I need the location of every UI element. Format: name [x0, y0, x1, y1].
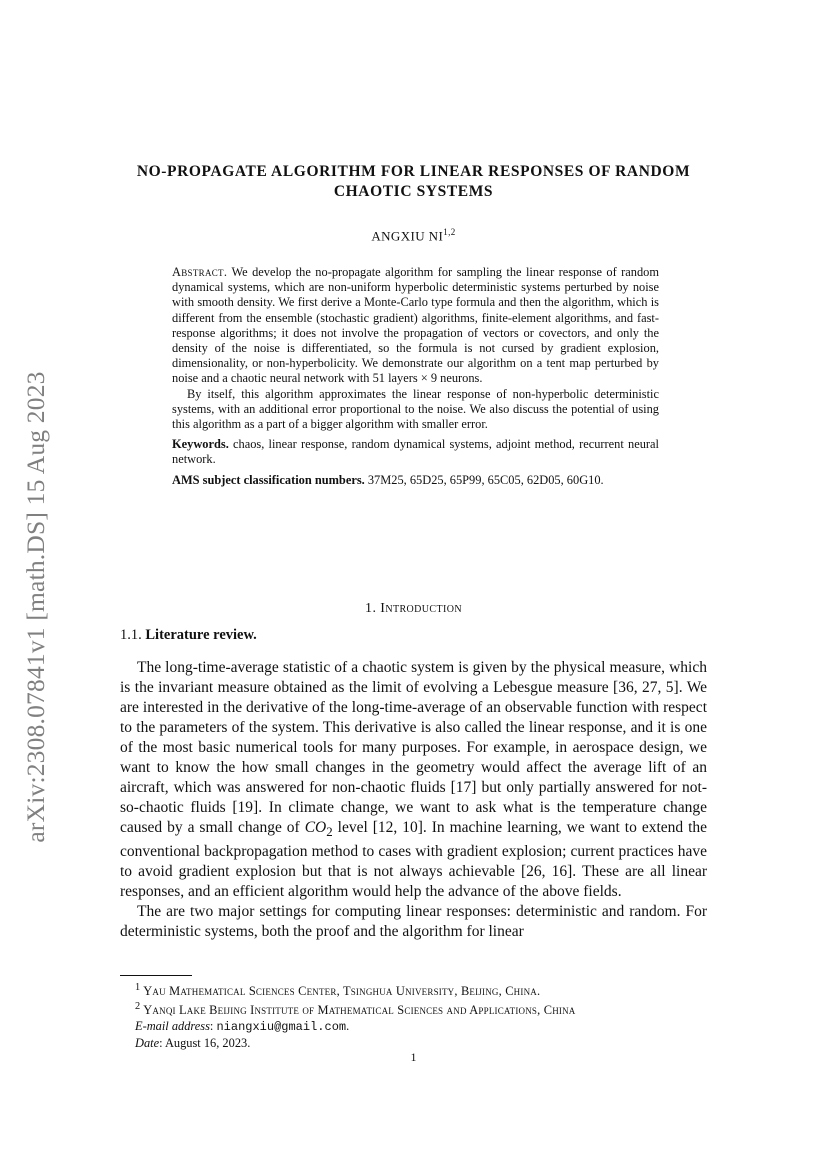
ams-text: 37M25, 65D25, 65P99, 65C05, 62D05, 60G10.	[367, 472, 604, 487]
ams-label: AMS subject classification numbers.	[172, 472, 365, 487]
footnote-1-text: Yau Mathematical Sciences Center, Tsinghua University, Beijing, China.	[143, 984, 541, 999]
ams-classification	[172, 473, 659, 488]
subsection-number: 1.1.	[120, 627, 142, 643]
section-title: Introduction	[380, 601, 462, 616]
section-number: 1.	[365, 601, 377, 616]
footnote-2	[120, 999, 710, 1018]
author-name: ANGXIU NI	[371, 228, 444, 244]
body-text	[120, 658, 707, 942]
email-label: E-mail address	[135, 1019, 210, 1034]
date-value: August 16, 2023.	[164, 1036, 251, 1051]
date-line: Date: August 16, 2023.	[135, 1036, 251, 1051]
body-paragraph-1-part-b: level [12, 10]. In machine learning, we want to extend the conventional backpropagation method to cases with gradient explosion; current practices have to avoid gradient explosion but that is not always achievable [26, 16]. These are all linear responses, and an efficient algorithm would help the advance of the above fields.	[120, 819, 708, 901]
author-line	[120, 227, 707, 244]
footnote-1-mark: 1	[135, 982, 141, 993]
footnotes	[120, 980, 710, 1051]
page-number: 1	[410, 1050, 417, 1064]
keywords-label: Keywords.	[172, 437, 229, 452]
footnote-rule	[120, 975, 192, 976]
paper-title: NO-PROPAGATE ALGORITHM FOR LINEAR RESPONSES OF RANDOM CHAOTIC SYSTEMS	[136, 163, 691, 200]
body-paragraph-1	[120, 658, 707, 902]
subsection-heading	[120, 627, 257, 644]
abstract-paragraph-2: By itself, this algorithm approximates the linear response of non-hyperbolic deterministic systems, with an additional error proportional to the noise. We also discuss the potential of using this algorithm as a part of a bigger algorithm with smaller error.	[172, 386, 659, 432]
subsection-title: Literature review.	[145, 627, 257, 643]
footnote-2-text: Yanqi Lake Beijing Institute of Mathematical Sciences and Applications, China	[143, 1003, 576, 1018]
abstract-text-1: We develop the no-propagate algorithm for sampling the linear response of random dynamical systems, which are non-uniform hyperbolic deterministic systems perturbed by noise with smooth density. We first derive a Monte-Carlo type formula and then the algorithm, which is different from the ensemble (stochastic gradient) algorithms, finite-element algorithms, and fast-response algorithms; it does not involve the propagation of vectors or covectors, and only the density of the noise is differentiated, so the formula is not cursed by gradient explosion, dimensionality, or non-hyperbolicity. We demonstrate our algorithm on a tent map perturbed by noise and a chaotic neural network with 51 layers × 9 neurons.	[172, 265, 659, 386]
arxiv-identifier-stamp	[16, 337, 56, 877]
abstract-paragraph-1	[172, 265, 659, 387]
co2-subscript: 2	[326, 824, 333, 840]
email-address[interactable]: niangxiu@gmail.com	[216, 1020, 347, 1035]
abstract	[172, 265, 659, 488]
body-paragraph-1-part-a: The long-time-average statistic of a chaotic system is given by the physical measure, which is the invariant measure obtained as the limit of evolving a Lebesgue measure [36, 27, 5]. We are interested in the derivative of the long-time-average of an observable function with respect to the parameters of the system. This derivative is also called the linear response, and it is one of the most basic numerical tools for many purposes. For example, in aerospace design, we want to know the how small changes in the geometry would affect the average lift of an aircraft, which was answered for non-chaotic fluids [17] but only partially answered for not-so-chaotic fluids [19]. In climate change, we want to ask what is the temperature change caused by a small change of	[120, 659, 707, 836]
author-affiliation-marks: 1,2	[443, 227, 456, 237]
body-paragraph-2: The are two major settings for computing linear responses: deterministic and random. For deterministic systems, both the proof and the algorithm for linear	[120, 903, 707, 941]
keywords-text: chaos, linear response, random dynamical systems, adjoint method, recurrent neural network.	[172, 437, 659, 467]
co2-formula	[305, 819, 327, 836]
abstract-heading: Abstract.	[172, 265, 228, 279]
email-line: E-mail address: niangxiu@gmail.com.	[135, 1019, 350, 1035]
co2-base: CO	[304, 819, 327, 836]
footnote-2-mark: 2	[135, 1001, 141, 1013]
date-label: Date	[135, 1036, 160, 1051]
keywords	[172, 437, 659, 467]
section-heading	[120, 601, 707, 617]
arxiv-identifier-text: arXiv:2308.07841v1 [math.DS] 15 Aug 2023	[21, 371, 50, 843]
footnote-1	[120, 980, 710, 999]
